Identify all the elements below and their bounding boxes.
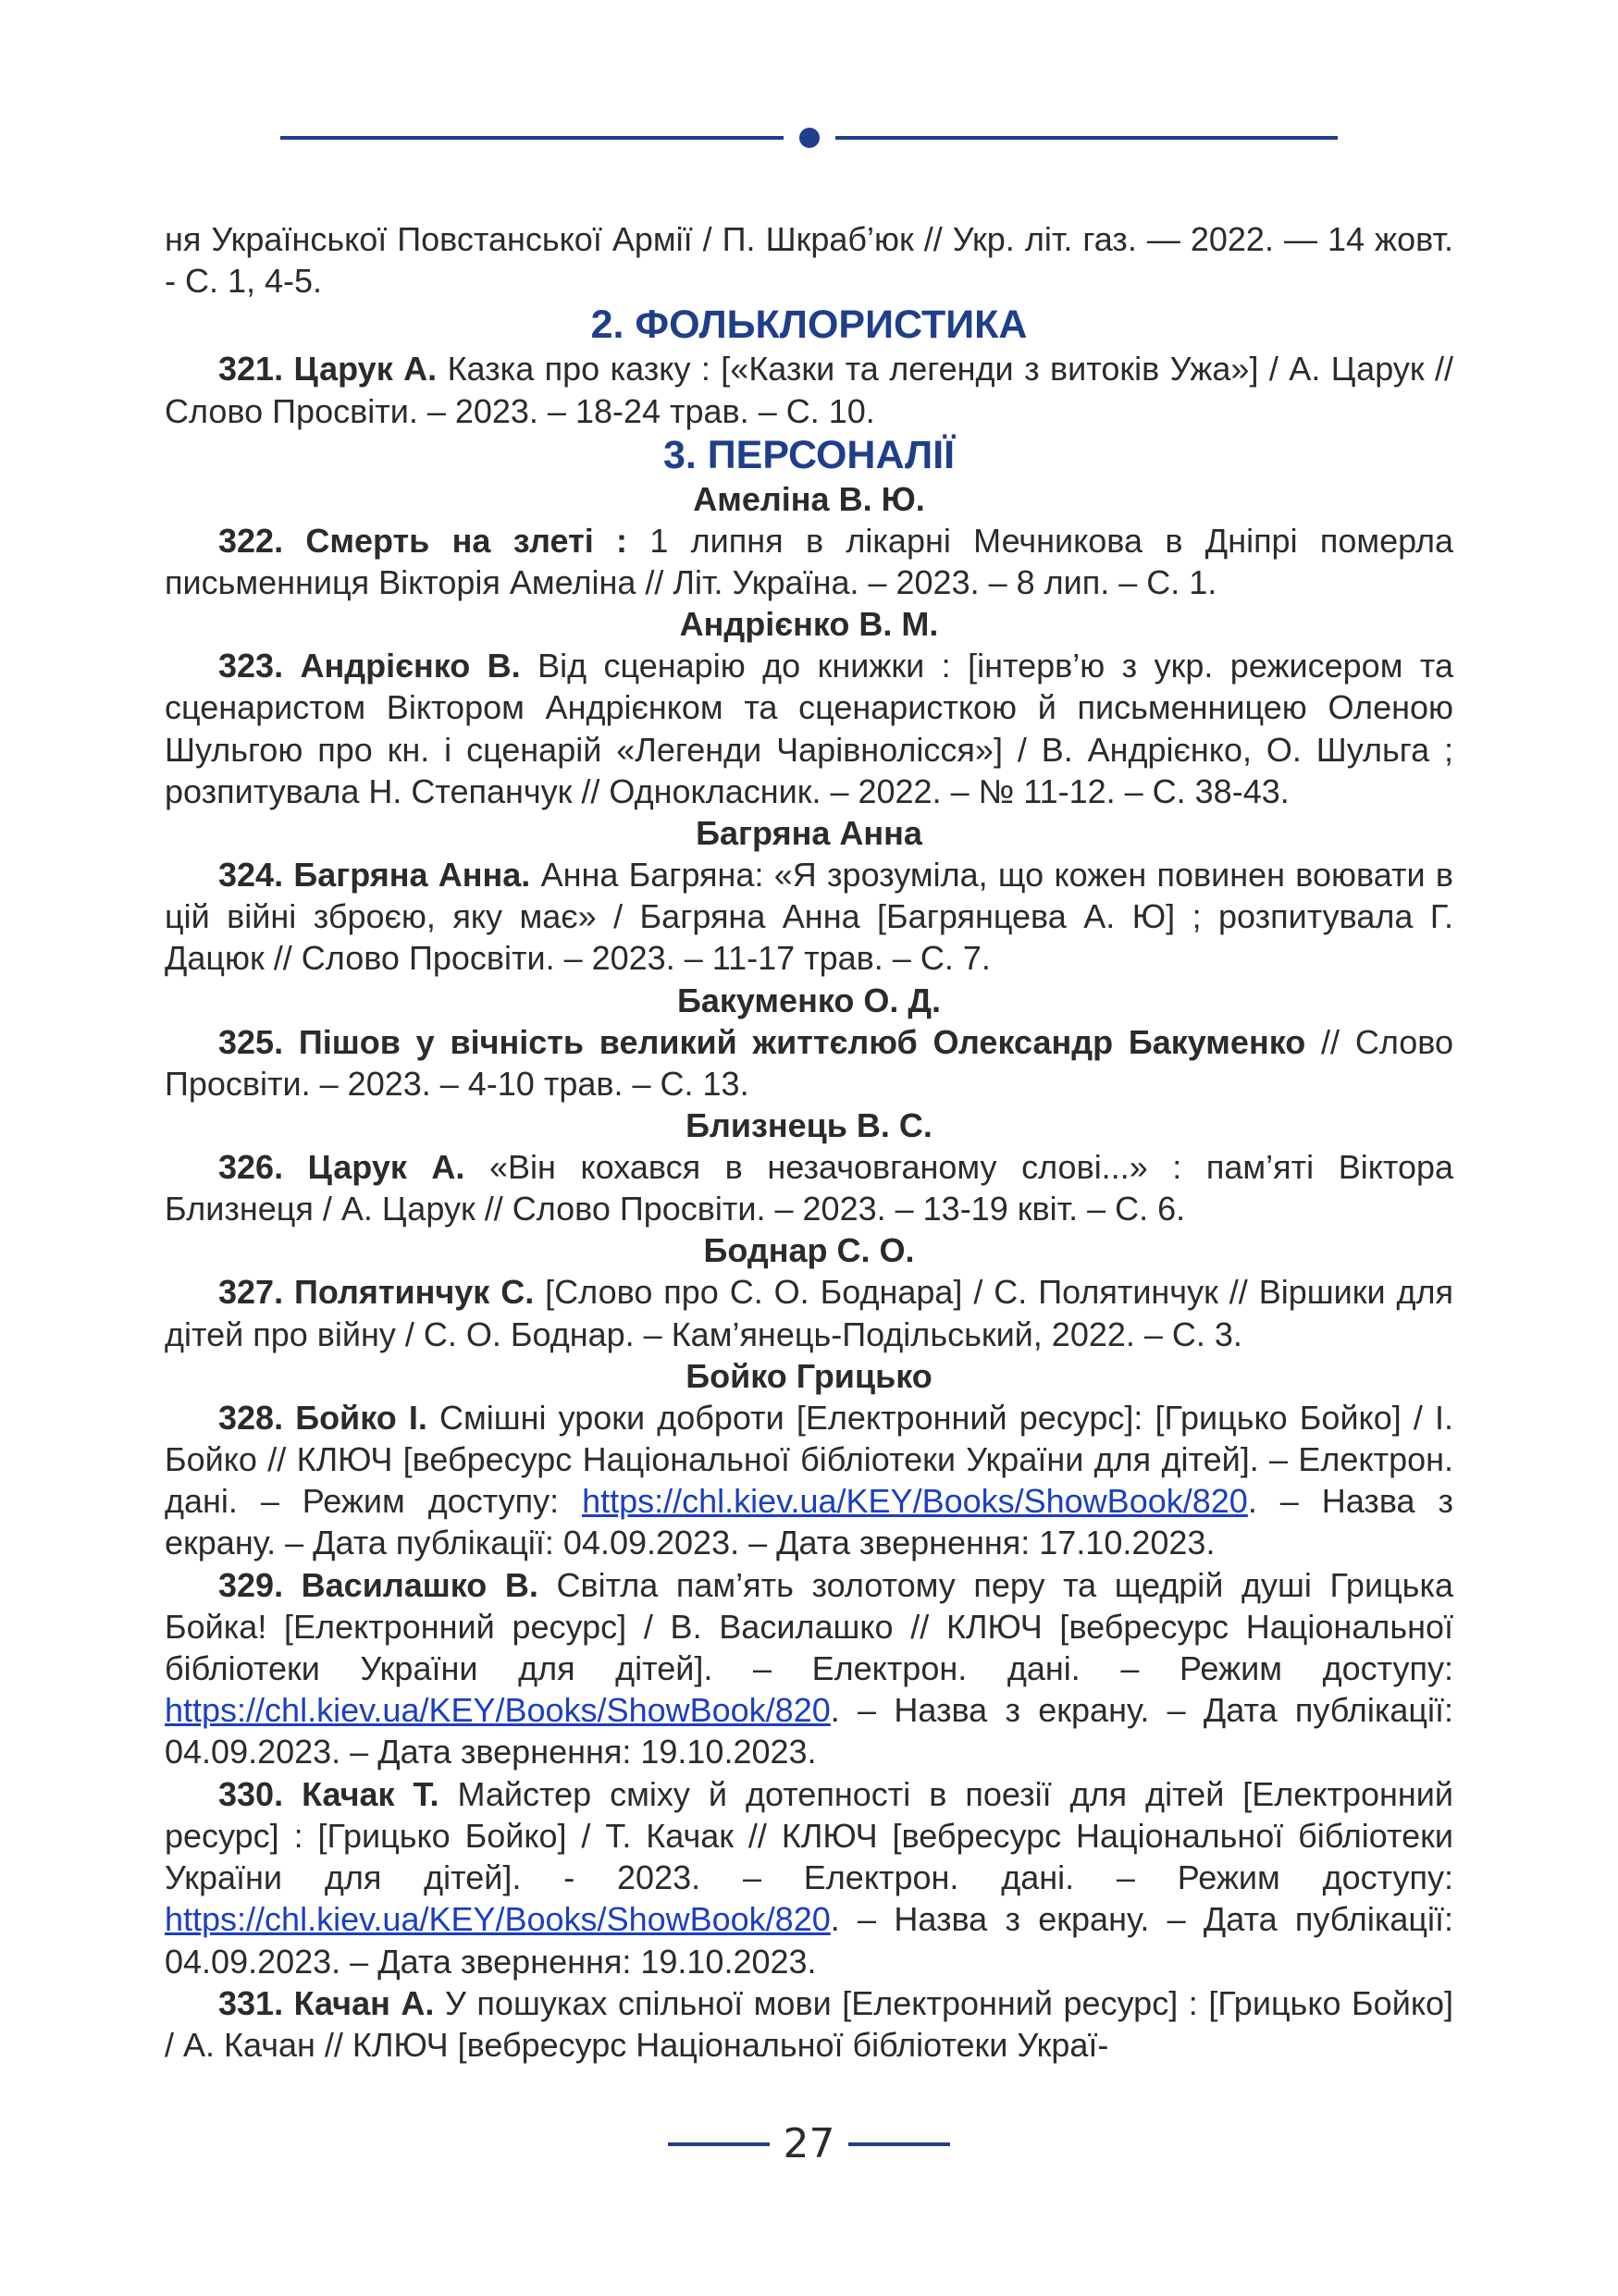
entry-head: 328. Бойко І. xyxy=(218,1398,427,1437)
header-ornament xyxy=(280,128,1338,148)
ornament-dot xyxy=(799,128,820,148)
ornament-line-right xyxy=(835,136,1338,140)
entry-329 xyxy=(165,1564,1453,1773)
entry-head: 322. Смерть на злеті : xyxy=(218,521,627,560)
entry-text: Казка про казку : [«Казки та легенди з витоків Ужа»] / А. Царук // Слово Просвіти. – 2023. – 18-24 трав. – С. 10. xyxy=(165,350,1453,430)
entry-head: 327. Полятинчук С. xyxy=(218,1273,535,1312)
person-heading: Амеліна В. Ю. xyxy=(693,479,925,518)
entry-327 xyxy=(165,1271,1453,1354)
entry-head: 321. Царук А. xyxy=(218,350,438,389)
entry-330 xyxy=(165,1773,1453,1982)
entry-text: У пошуках спільної мови [Електронний ресурс] : [Грицько Бойко] / А. Качан // КЛЮЧ [вебресурс Національної бібліотеки Украї- xyxy=(165,1983,1453,2064)
entry-text: // Слово Просвіти. – 2023. – 4-10 трав. – С. 13. xyxy=(165,1022,1453,1103)
entry-head: 331. Качан А. xyxy=(218,1983,435,2022)
page-number: 27 xyxy=(783,2120,835,2167)
entry-text: Від сценарію до книжки : [інтерв’ю з укр. режисером та сценаристом Віктором Андрієнком та сценаристкою й письменницею Оленою Шульгою про кн. і сценарій «Легенди Чарівнолісся»] / В. Андрієнко, О. Шульга ; розпитувала Н. Степанчук // Однокласник. – 2022. – № 11-12. – С. 38-43. xyxy=(165,647,1453,810)
entry-text: . – Назва з екрану. – Дата публікації: 04.09.2023. – Дата звернення: 19.10.2023. xyxy=(165,1691,1453,1771)
entry-text: [Слово про С. О. Боднара] / С. Полятинчук // Віршики для дітей про війну / С. О. Боднар. – Кам’янець-Подільський, 2022. – С. 3. xyxy=(165,1273,1454,1353)
entry-text: . – Назва з екрану. – Дата публікації: 04.09.2023. – Дата звернення: 19.10.2023. xyxy=(165,1900,1453,1981)
entry-322 xyxy=(165,520,1453,603)
entry-text: Смішні уроки доброти [Електронний ресурс]: [Грицько Бойко] / І. Бойко // КЛЮЧ [вебресурс Національної бібліотеки України для дітей]. – Електрон. дані. – Режим доступу: xyxy=(165,1398,1453,1521)
entry-text: 1 липня в лікарні Мечникова в Дніпрі померла письменниця Вікторія Амеліна // Літ. Україна. – 2023. – 8 лип. – С. 1. xyxy=(165,521,1453,602)
footer-line-right xyxy=(848,2142,950,2146)
person-heading: Близнець В. С. xyxy=(685,1106,933,1145)
continued-entry: ня Української Повстанської Армії / П. Шкраб’юк // Укр. літ. газ. — 2022. — 14 жовт. - С. 1, 4-5. xyxy=(165,220,1453,301)
entry-text: . – Назва з екрану. – Дата публікації: 04.09.2023. – Дата звернення: 17.10.2023. xyxy=(165,1482,1453,1562)
person-heading: Боднар С. О. xyxy=(703,1231,915,1270)
section-heading-folklore: 2. ФОЛЬКЛОРИСТИКА xyxy=(590,302,1028,348)
entry-head: 330. Качак Т. xyxy=(218,1774,439,1813)
person-heading: Бакуменко О. Д. xyxy=(676,981,942,1019)
ornament-line-left xyxy=(280,136,784,140)
section-heading-persons: 3. ПЕРСОНАЛІЇ xyxy=(662,432,956,477)
entry-325 xyxy=(165,1021,1453,1105)
entry-head: 326. Царук А. xyxy=(218,1148,465,1187)
entry-328 xyxy=(165,1397,1453,1564)
entry-324 xyxy=(165,854,1453,980)
entry-text: Майстер сміху й дотепності в поезії для дітей [Електронний ресурс] : [Грицько Бойко] / Т. Качак // КЛЮЧ [вебресурс Національної бібліотеки України для дітей]. - 2023. – Електрон. дані. – Режим доступу: xyxy=(165,1774,1454,1897)
person-heading: Багряна Анна xyxy=(696,814,922,853)
person-heading: Андрієнко В. М. xyxy=(679,605,939,644)
entry-331 xyxy=(165,1982,1453,2066)
entry-323 xyxy=(165,645,1453,812)
entry-head: 324. Багряна Анна. xyxy=(218,856,531,895)
entry-text: «Він кохався в незачовганому слові...» : пам’яті Віктора Близнеця / А. Царук // Слово Просвіти. – 2023. – 13-19 квіт. – С. 6. xyxy=(165,1148,1454,1228)
page-content xyxy=(165,218,1453,2066)
entry-head: 325. Пішов у вічність великий життєлюб Олександр Бакуменко xyxy=(218,1022,1306,1061)
entry-text: Анна Багряна: «Я зрозуміла, що кожен повинен воювати в цій війні зброєю, яку має» / Багряна Анна [Багрянцева А. Ю] ; розпитувала Г. Дацюк // Слово Просвіти. – 2023. – 11-17 трав. – С. 7. xyxy=(165,856,1453,978)
person-heading: Бойко Грицько xyxy=(685,1356,933,1395)
page-footer xyxy=(668,2117,950,2172)
entry-326 xyxy=(165,1146,1453,1229)
resource-link[interactable]: https://chl.kiev.ua/KEY/Books/ShowBook/820 xyxy=(165,1900,831,1939)
entry-head: 323. Андрієнко В. xyxy=(218,647,521,685)
resource-link[interactable]: https://chl.kiev.ua/KEY/Books/ShowBook/820 xyxy=(165,1691,831,1730)
entry-text: Світла пам’ять золотому перу та щедрій душі Грицька Бойка! [Електронний ресурс] / В. Василашко // КЛЮЧ [вебресурс Національної бібліотеки України для дітей]. – Електрон. дані. – Режим доступу: xyxy=(165,1565,1454,1688)
entry-head: 329. Василашко В. xyxy=(218,1565,538,1604)
entry-321 xyxy=(165,348,1453,431)
resource-link[interactable]: https://chl.kiev.ua/KEY/Books/ShowBook/820 xyxy=(582,1482,1248,1521)
